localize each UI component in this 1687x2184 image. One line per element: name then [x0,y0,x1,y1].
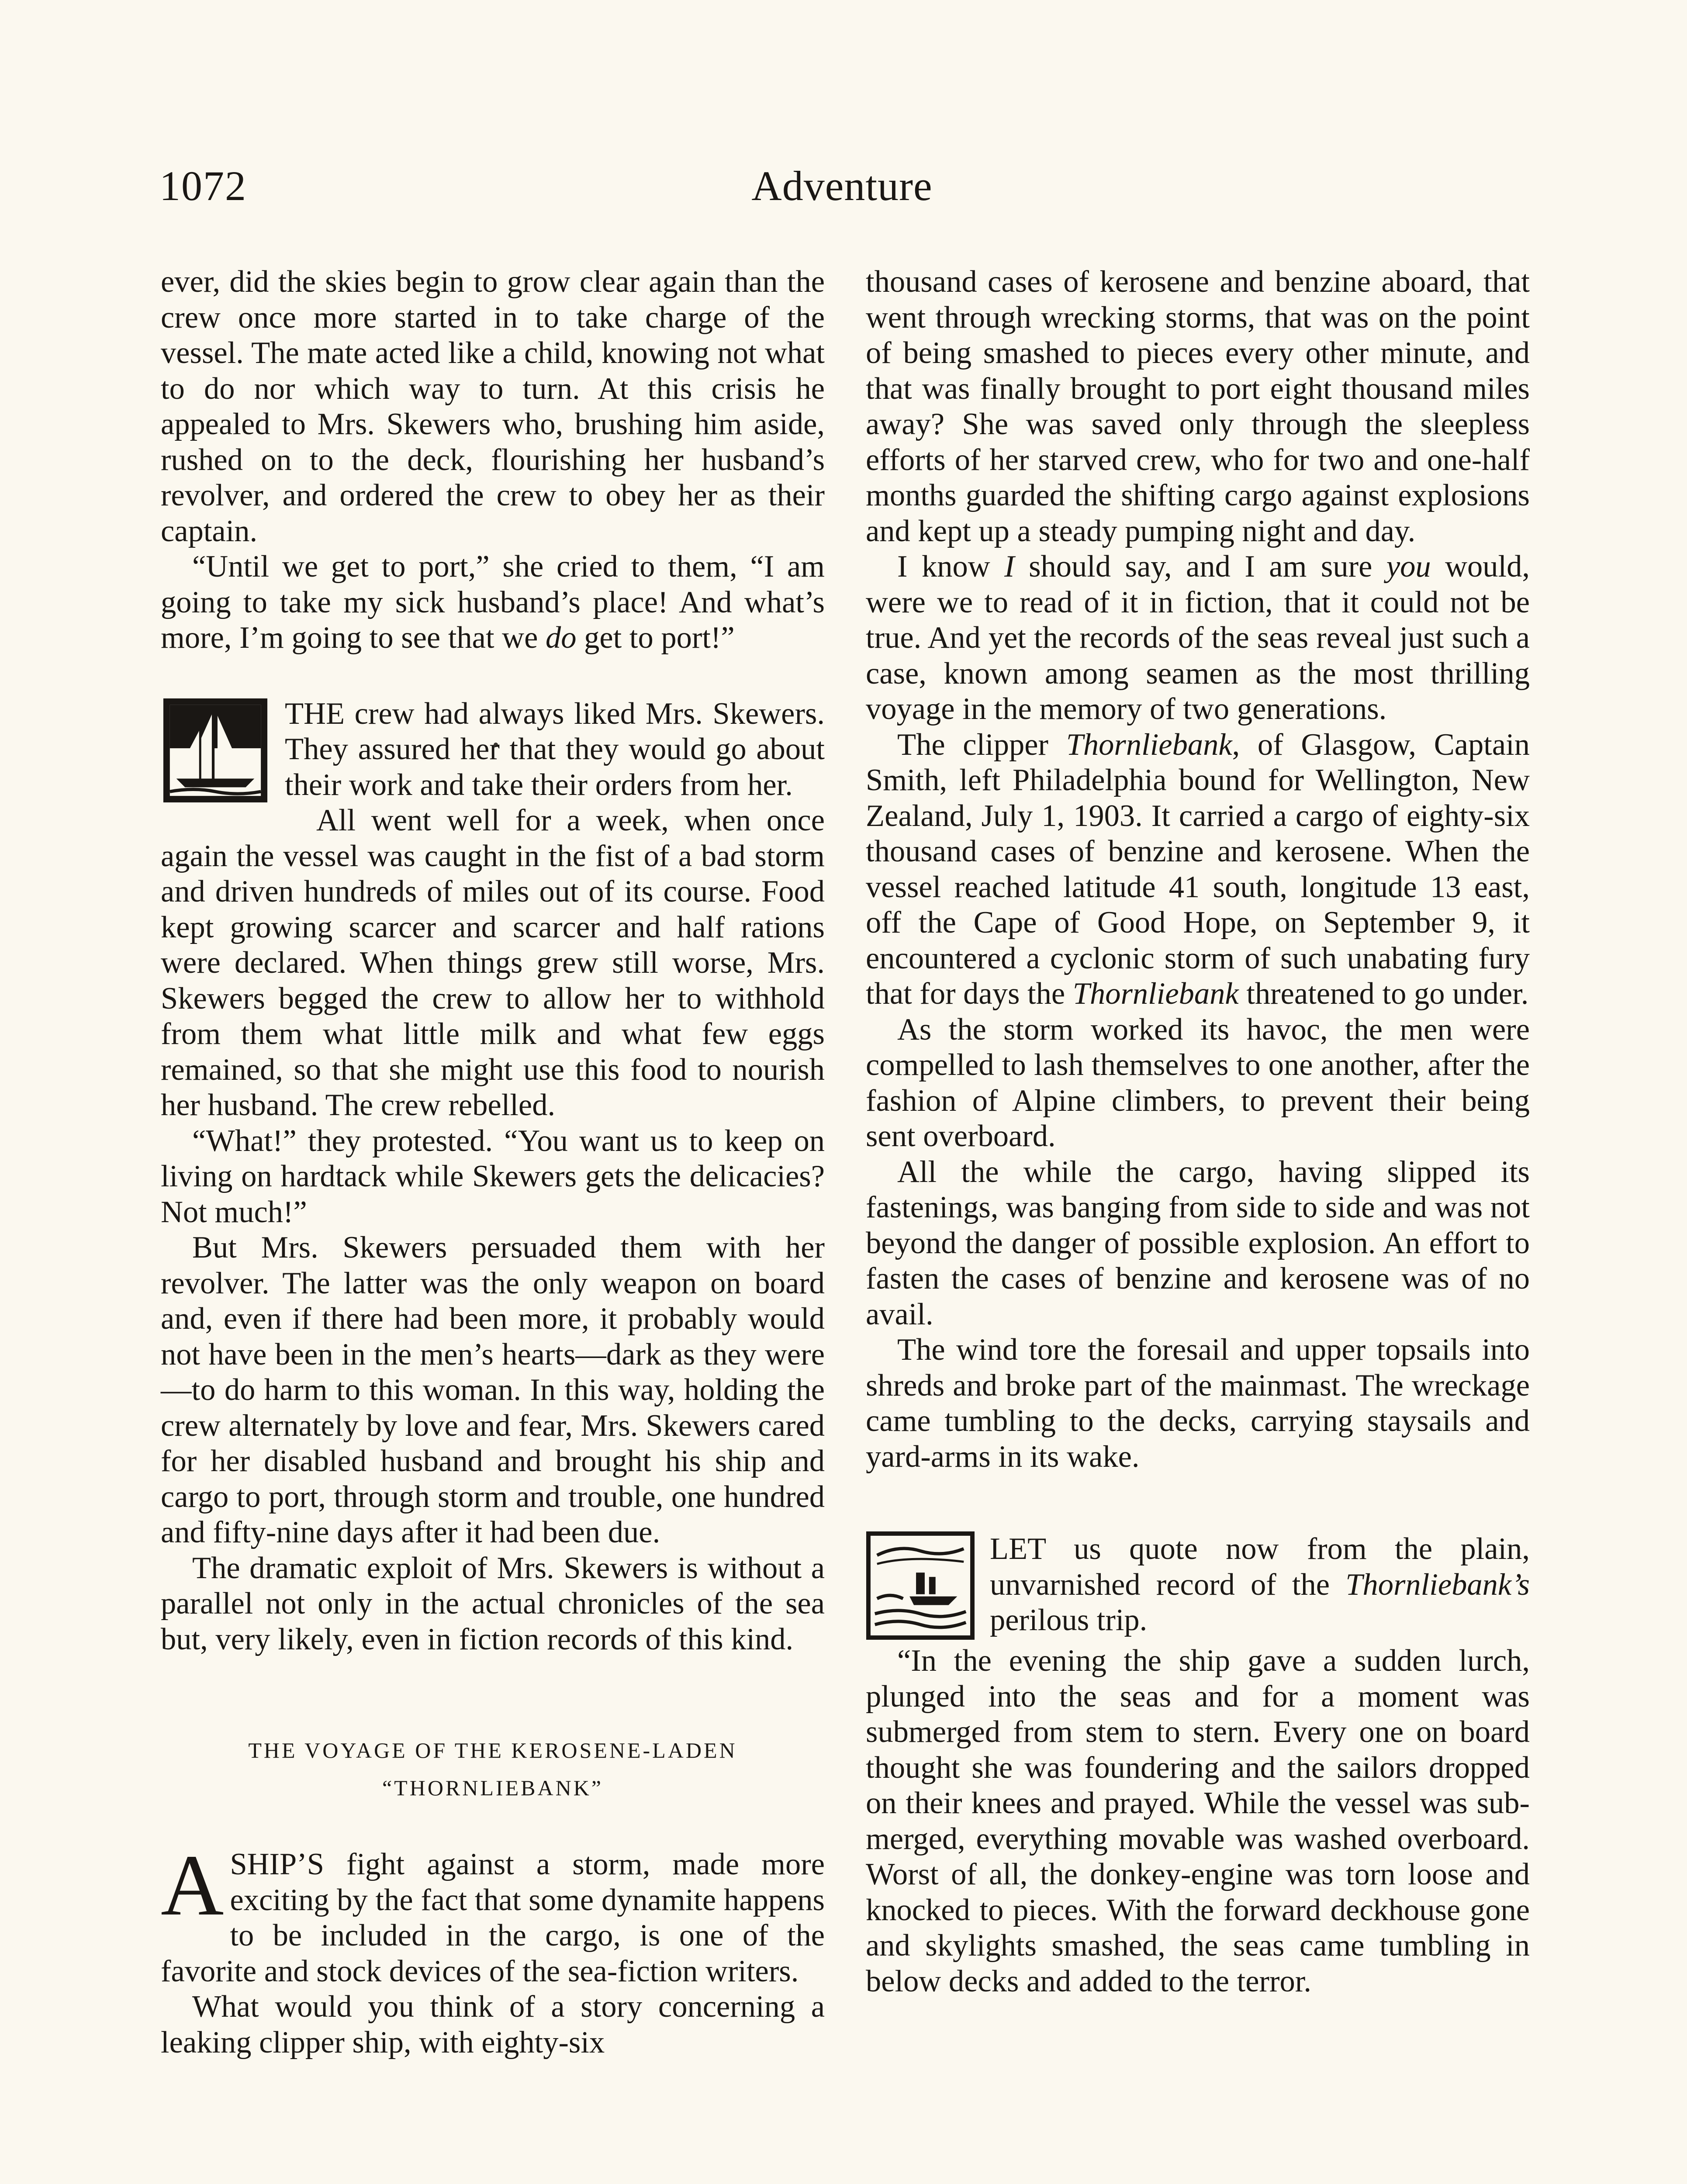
paragraph: ever, did the skies begin to grow clear again than the crew once more started in to take charge of the vessel. The mate acted like a child, knowing not what to do nor which way to turn. At this crisis he appealed to Mrs. Skewers who, brushing him aside, rushed on to the deck, flourishing her husband’s revolver, and ordered the crew to obey her as their captain. [161,265,825,548]
steamship-icon [866,1531,975,1640]
paragraph: The clipper Thornliebank, of Glasgow, Captain Smith, left Philadelphia bound for Wellington, New Zealand, July 1, 1903. It carried a cargo of eighty-six thousand cases of benzine and kerosene. When the vessel reached latitude 41 south, longitude 13 east, off the Cape of Good Hope, on September 9, it encountered a cyclonic storm of such unabating fury that for days the Thornliebank threatened to go under. [866,727,1530,1011]
paragraph: The wind tore the foresail and upper topsails into shreds and broke part of the mainmast. The wreckage came tumbling to the decks, carrying staysails and yard-arms in its wake. [866,1333,1530,1474]
running-title: Adventure [751,162,933,209]
right-column [866,264,1530,1999]
left-column [161,264,825,2060]
section-heading: THE VOYAGE OF THE KEROSENE-LADEN “THORNLIEBANK” [248,1738,737,1800]
paragraph: LET us quote now from the plain, unvarnished record of the Thornliebank’s perilous trip. [990,1532,1530,1637]
paragraph: As the storm worked its havoc, the men were compelled to lash themselves to one another, after the fashion of Alpine climbers, to prevent their being sent overboard. [866,1012,1530,1153]
drop-cap: A [161,1837,224,1934]
paragraph: thousand cases of kerosene and benzine aboard, that went through wrecking storms, that was on the point of being smashed to pieces every other minute, and that was finally brought to port eight thousand miles away? She was saved only through the sleepless efforts of her starved crew, who for two and one-half months guarded the shifting cargo against explosions and kept up a steady pumping night and day. [866,265,1530,548]
paragraph: But Mrs. Skewers persuaded them with her revolver. The latter was the only weapon on board and, even if there had been more, it probably would not have been in the men’s hearts—dark as they were—to do harm to this woman. In this way, holding the crew alternately by love and fear, Mrs. Skewers cared for her disabled husband and brought his ship and cargo to port, through storm and trouble, one hundred and fifty-nine days after it had been due. [161,1230,825,1549]
paragraph: All went well for a week, when once again the vessel was caught in the fist of a bad storm and driven hundreds of miles out of its course. Food kept growing scarcer and scarcer and half rations were declared. When things grew still worse, Mrs. Skewers begged the crew to allow her to withhold from them what little milk and what few eggs remained, so that she might use this food to nourish her husband. The crew rebelled. [161,803,825,1122]
page-header [159,162,1525,227]
paragraph: THE crew had always liked Mrs. Skewers. They assured her that they would go about their work and take their orders from her. [285,696,825,802]
paragraph: ASHIP’S fight against a storm, made more exciting by the fact that some dynamite happens to be included in the cargo, is one of the favorite and stock devices of the sea-fiction writers. [161,1837,825,1988]
page-number: 1072 [159,162,247,209]
paragraph: “Until we get to port,” she cried to them, “I am going to take my sick husband’s place! And what’s more, I’m going to see that we do get to port!” [161,549,825,655]
paragraph: “In the evening the ship gave a sudden lurch, plunged into the seas and for a moment was submerged from stem to stern. Every one on board thought she was foundering and the sailors dropped on their knees and prayed. While the vessel was submerged, everything movable was washed overboard. Worst of all, the donkey-engine was torn loose and knocked to pieces. With the forward deckhouse gone and skylights smashed, the seas came tumbling in below decks and added to the terror. [866,1644,1530,1998]
paragraph: What would you think of a story concerning a leaking clipper ship, with eighty-six [161,1990,825,2060]
paragraph: The dramatic exploit of Mrs. Skewers is without a parallel not only in the actual chronicles of the sea but, very likely, even in fiction records of this kind. [161,1551,825,1656]
sailing-ship-icon [161,696,270,805]
paragraph: “What!” they protested. “You want us to keep on living on hardtack while Skewers gets the delicacies? Not much!” [161,1123,825,1229]
paragraph: I know I should say, and I am sure you would, were we to read of it in fiction, that it could not be true. And yet the records of the seas reveal just such a case, known among seamen as the most thrilling voyage in the memory of two generations. [866,549,1530,726]
paragraph: All the while the cargo, having slipped its fastenings, was banging from side to side and was not beyond the danger of possible explosion. An effort to fasten the cases of benzine and kerosene was of no avail. [866,1154,1530,1331]
